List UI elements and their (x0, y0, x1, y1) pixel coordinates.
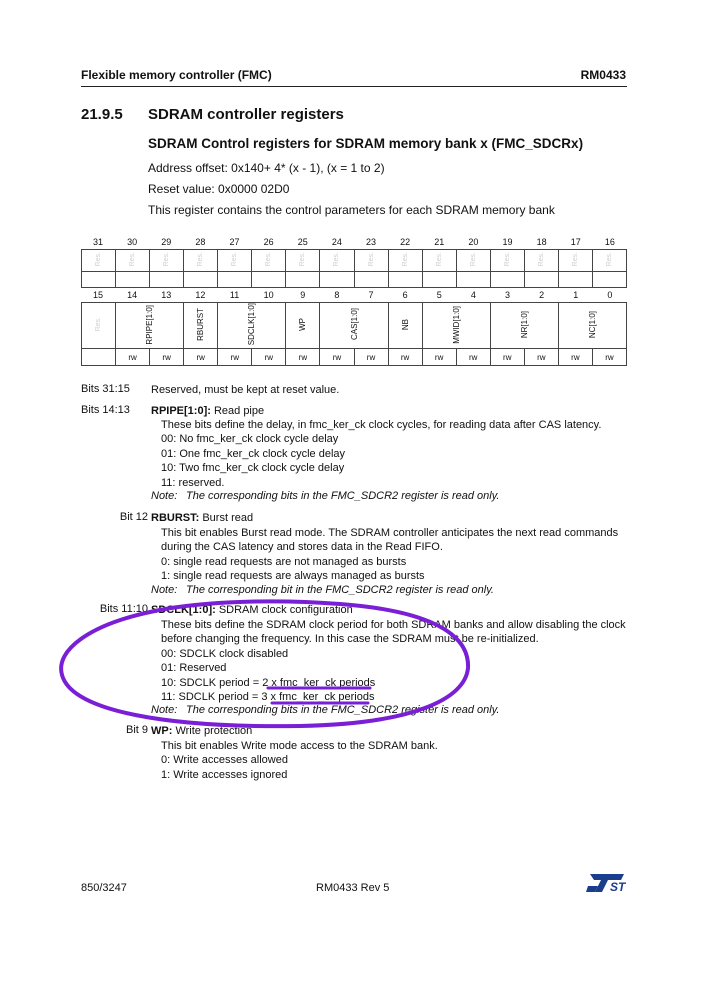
st-logo-icon (586, 872, 626, 894)
bit-number: 9 (300, 290, 306, 300)
reserved-cell: Res. (605, 252, 613, 267)
field-title: SDRAM clock configuration (215, 604, 353, 616)
bit-number: 31 (93, 237, 104, 247)
reserved-cell: Res. (503, 252, 511, 267)
desc-line: 1: single read requests are always managed as bursts (161, 570, 425, 583)
desc-line: 00: SDCLK clock disabled (161, 647, 289, 660)
bit-number: 21 (434, 237, 445, 247)
desc-line: 0: single read requests are not managed as bursts (161, 555, 407, 568)
desc-line: 11: SDCLK period = 3 x fmc_ker_ck periods (161, 691, 375, 704)
bit-number: 22 (400, 237, 411, 247)
field-title: Write protection (172, 725, 253, 737)
bits-31-15-text: Reserved, must be kept at reset value. (151, 384, 340, 396)
field-nb: NB (400, 318, 410, 331)
bit-number: 2 (539, 290, 545, 300)
field-wp: WP (298, 318, 308, 331)
reserved-cell: Res. (95, 317, 103, 332)
page-number: 850/3247 (81, 882, 127, 894)
bits-11-10-label: Bits 11:10 (99, 603, 148, 615)
desc-line: during the CAS latency and stores data in the Read FIFO. (161, 541, 443, 554)
access-cell: rw (116, 349, 150, 366)
bits-14-13-label: Bits 14:13 (81, 404, 130, 416)
bit-number: 13 (161, 290, 172, 300)
bit-number: 18 (536, 237, 547, 247)
field-name: WP: (151, 725, 173, 737)
bit-number: 7 (368, 290, 374, 300)
bit-number: 0 (607, 290, 613, 300)
note-text: The corresponding bits in the FMC_SDCR2 register is read only. (186, 490, 500, 502)
bit-number: 8 (334, 290, 340, 300)
bit-number: 20 (468, 237, 479, 247)
field-title: Read pipe (210, 405, 265, 417)
access-cell: rw (354, 349, 388, 366)
access-cell: rw (286, 349, 320, 366)
reserved-cell: Res. (401, 252, 409, 267)
field-name: RBURST: (151, 512, 200, 524)
bit-number: 12 (195, 290, 206, 300)
bit-number: 4 (470, 290, 476, 300)
bit-number: 29 (161, 237, 172, 247)
reserved-cell: Res. (231, 252, 239, 267)
bit-number: 27 (229, 237, 240, 247)
desc-line: This bit enables Write mode access to the SDRAM bank. (161, 740, 438, 752)
reserved-cell: Res. (163, 252, 171, 267)
reserved-cell: Res. (265, 252, 273, 267)
access-cell: rw (320, 349, 354, 366)
reserved-cell: Res. (129, 252, 137, 267)
desc-line: 11: reserved. (161, 476, 225, 489)
reserved-cell: Res. (95, 252, 103, 267)
annotation-circle (61, 601, 468, 726)
field-cas: CAS[1:0] (349, 308, 359, 341)
section-number: 21.9.5 (81, 106, 123, 123)
reserved-cell: Res. (435, 252, 443, 267)
bit-number: 10 (263, 290, 274, 300)
bit-number: 25 (297, 237, 308, 247)
note-label: Note: (151, 704, 178, 716)
reserved-cell: Res. (197, 252, 205, 267)
address-offset: Address offset: 0x140+ 4* (x - 1), (x = 1 to 2) (148, 161, 385, 175)
bit-number: 30 (127, 237, 138, 247)
st-logo (586, 872, 626, 894)
desc-line: 10: Two fmc_ker_ck clock cycle delay (161, 462, 345, 475)
field-name: SDCLK[1:0]: (151, 604, 216, 616)
desc-line: before changing the frequency. In this case the SDRAM must be re-initialized. (161, 633, 539, 646)
field-sdclk: SDCLK[1:0] (247, 303, 257, 346)
desc-line: These bits define the SDRAM clock period for both SDRAM banks and allow disabling the clock (161, 619, 626, 631)
bit-number: 23 (366, 237, 377, 247)
field-rburst: RBURST (196, 308, 206, 341)
bit-number: 6 (402, 290, 408, 300)
bit-number: 26 (263, 237, 274, 247)
access-cell: rw (252, 349, 286, 366)
note-text: The corresponding bit in the FMC_SDCR2 register is read only. (186, 584, 494, 596)
bits-31-15-label: Bits 31:15 (81, 383, 130, 395)
field-name: RPIPE[1:0]: (151, 405, 211, 417)
note-label: Note: (151, 584, 178, 596)
field-title: Burst read (199, 512, 254, 524)
bit-number: 15 (93, 290, 104, 300)
reserved-cell: Res. (469, 252, 477, 267)
desc-line: 1: Write accesses ignored (161, 768, 288, 781)
access-cell: rw (592, 349, 626, 366)
reset-value: Reset value: 0x0000 02D0 (148, 182, 290, 196)
field-nr: NR[1:0] (519, 310, 529, 339)
reserved-cell: Res. (537, 252, 545, 267)
desc-line: 01: One fmc_ker_ck clock cycle delay (161, 447, 346, 460)
access-cell: rw (558, 349, 592, 366)
desc-line: 10: SDCLK period = 2 x fmc_ker_ck periods (161, 676, 376, 689)
bit-9-label: Bit 9 (125, 724, 148, 736)
access-cell: rw (150, 349, 184, 366)
reserved-cell: Res. (571, 252, 579, 267)
desc-line: These bits define the delay, in fmc_ker_ck clock cycles, for reading data after CAS latency. (161, 419, 602, 431)
bit-number: 1 (573, 290, 579, 300)
section-title: SDRAM controller registers (148, 106, 344, 123)
desc-line: 0: Write accesses allowed (161, 754, 288, 767)
desc-line: 01: Reserved (161, 662, 227, 675)
doc-revision: RM0433 Rev 5 (316, 882, 390, 894)
bit-12-label: Bit 12 (119, 511, 148, 523)
bit-number: 28 (195, 237, 206, 247)
running-header-docid: RM0433 (580, 68, 626, 82)
note-label: Note: (151, 490, 178, 502)
logo-text: ST (610, 880, 626, 894)
reserved-cell: Res. (333, 252, 341, 267)
access-cell: rw (456, 349, 490, 366)
desc-line: This bit enables Burst read mode. The SDRAM controller anticipates the next read commands (161, 527, 619, 539)
bit-number: 17 (570, 237, 581, 247)
field-nc: NC[1:0] (587, 310, 597, 339)
access-cell: rw (388, 349, 422, 366)
access-cell: rw (490, 349, 524, 366)
bit-number: 3 (505, 290, 511, 300)
access-cell: rw (218, 349, 252, 366)
access-cell: rw (184, 349, 218, 366)
bit-number: 19 (502, 237, 513, 247)
access-cell: rw (422, 349, 456, 366)
desc-line: 00: No fmc_ker_ck clock cycle delay (161, 433, 339, 446)
field-rpipe: RPIPE[1:0] (145, 304, 155, 345)
access-cell: rw (524, 349, 558, 366)
register-title: SDRAM Control registers for SDRAM memory bank x (FMC_SDCRx) (148, 136, 584, 151)
bit-number: 16 (604, 237, 615, 247)
running-header-title: Flexible memory controller (FMC) (81, 68, 272, 82)
reserved-cell: Res. (299, 252, 307, 267)
reserved-cell: Res. (367, 252, 375, 267)
field-mwid: MWID[1:0] (451, 305, 461, 344)
bit-number: 24 (331, 237, 342, 247)
register-description: This register contains the control parameters for each SDRAM memory bank (148, 203, 555, 217)
bit-number: 11 (229, 290, 240, 300)
note-text: The corresponding bits in the FMC_SDCR2 register is read only. (186, 704, 500, 716)
bit-number: 14 (127, 290, 138, 300)
bit-number: 5 (436, 290, 442, 300)
